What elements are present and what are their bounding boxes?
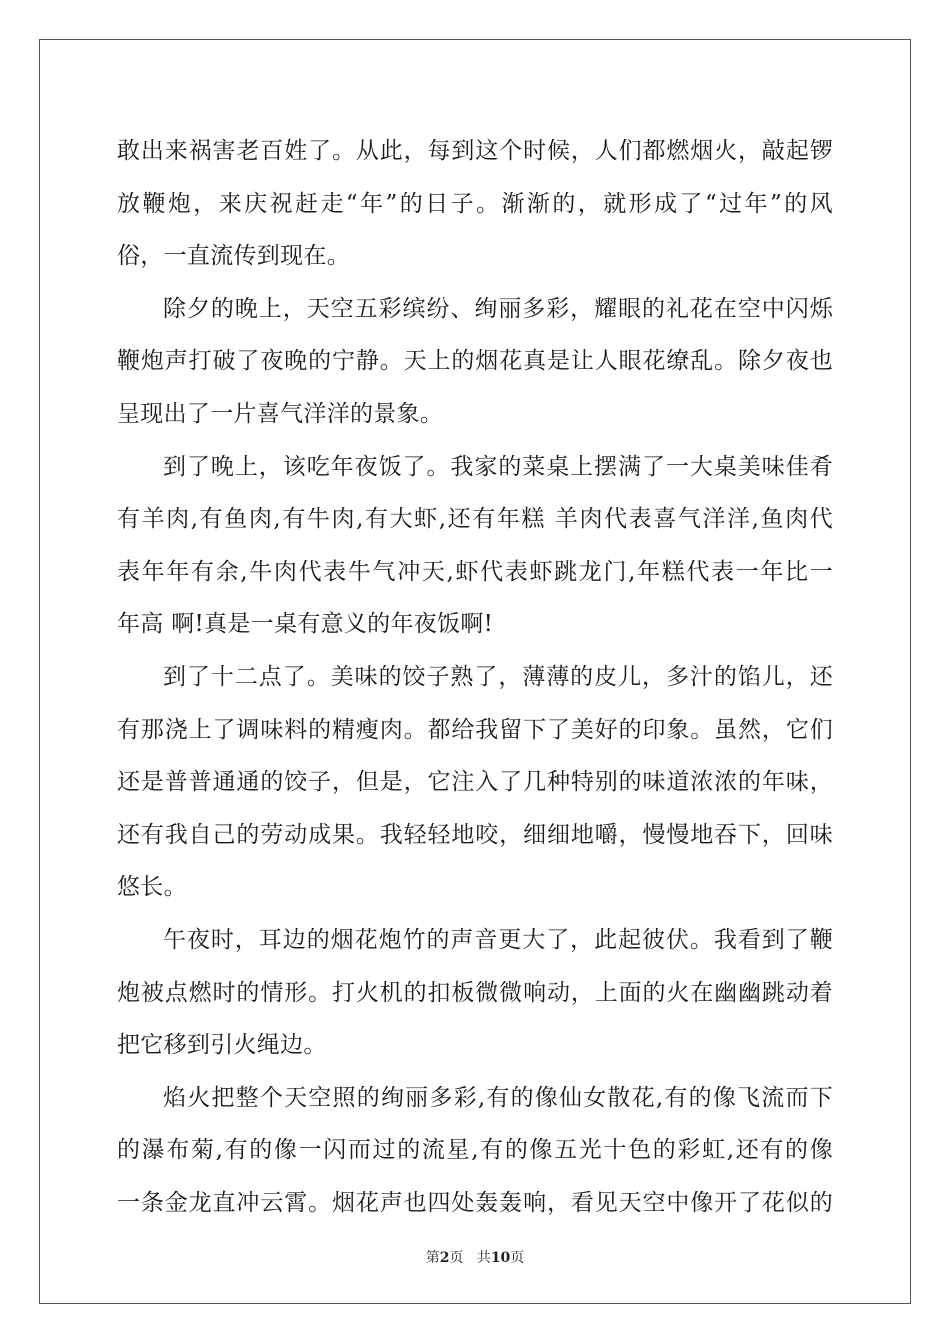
text-line: 放鞭炮，来庆祝赶走“年”的日子。渐渐的，就形成了“过年”的风 xyxy=(117,190,833,217)
text-line: 午夜时，耳边的烟花炮竹的声音更大了，此起彼伏。我看到了鞭 xyxy=(163,926,833,953)
text-line: 年高 啊!真是一桌有意义的年夜饭啊! xyxy=(117,611,494,638)
footer-page-suffix: 页 xyxy=(449,1250,464,1266)
text-line: 到了晚上，该吃年夜饭了。我家的菜桌上摆满了一大桌美味佳肴 xyxy=(163,453,833,480)
text-line: 焰火把整个天空照的绚丽多彩,有的像仙女散花,有的像飞流而下 xyxy=(163,1084,833,1111)
footer-total-suffix: 页 xyxy=(510,1250,525,1266)
text-line: 有那浇上了调味料的精瘦肉。都给我留下了美好的印象。虽然，它们 xyxy=(117,716,833,743)
text-line: 还有我自己的劳动成果。我轻轻地咬，细细地嚼，慢慢地吞下，回味 xyxy=(117,821,833,848)
footer-page-prefix: 第 xyxy=(425,1250,440,1266)
text-line: 表年年有余,牛肉代表牛气冲天,虾代表虾跳龙门,年糕代表一年比一 xyxy=(117,558,833,585)
text-line: 一条金龙直冲云霄。烟花声也四处轰轰响，看见天空中像开了花似的 xyxy=(117,1189,833,1216)
text-line: 俗，一直流传到现在。 xyxy=(117,243,350,270)
text-line: 把它移到引火绳边。 xyxy=(117,1032,327,1059)
text-line: 悠长。 xyxy=(117,874,187,901)
text-line: 炮被点燃时的情形。打火机的扣板微微响动，上面的火在幽幽跳动着 xyxy=(117,979,833,1006)
footer-total-prefix: 共 xyxy=(476,1250,491,1266)
document-body xyxy=(117,125,833,1229)
footer-total-pages: 10 xyxy=(490,1250,511,1266)
text-line: 的瀑布菊,有的像一闪而过的流星,有的像五光十色的彩虹,还有的像 xyxy=(117,1137,833,1164)
footer-page-number: 2 xyxy=(439,1250,450,1266)
text-line: 到了十二点了。美味的饺子熟了，薄薄的皮儿，多汁的馅儿，还 xyxy=(163,663,833,690)
text-line: 还是普普通通的饺子，但是，它注入了几种特别的味道浓浓的年味， xyxy=(117,769,833,796)
text-line: 除夕的晚上，天空五彩缤纷、绚丽多彩，耀眼的礼花在空中闪烁 xyxy=(163,295,833,322)
text-line: 有羊肉,有鱼肉,有牛肉,有大虾,还有年糕 羊肉代表喜气洋洋,鱼肉代 xyxy=(117,506,833,533)
text-line: 呈现出了一片喜气洋洋的景象。 xyxy=(117,400,444,427)
text-line: 鞭炮声打破了夜晚的宁静。天上的烟花真是让人眼花缭乱。除夕夜也 xyxy=(117,348,833,375)
page-footer xyxy=(0,1247,950,1267)
text-line: 敢出来祸害老百姓了。从此，每到这个时候，人们都燃烟火，敲起锣 xyxy=(117,138,833,164)
